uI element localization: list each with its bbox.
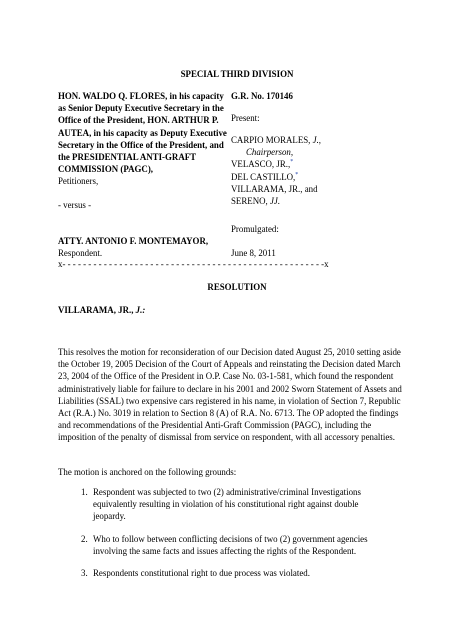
ponente-name: VILLARAMA, JR., <box>58 305 134 315</box>
list-number: 2. <box>81 533 88 544</box>
justice-title: JJ. <box>269 196 281 207</box>
petitioners-line: AUTEA, in his capacity as Deputy Executive <box>58 127 227 138</box>
justice-velasco: VELASCO, JR., <box>231 159 291 170</box>
petitioners-line: as Senior Deputy Executive Secretary in the <box>58 103 224 114</box>
list-item-line: jeopardy. <box>93 511 126 522</box>
list-number: 1. <box>81 487 88 497</box>
petitioners-label: Petitioners, <box>58 176 99 187</box>
list-item <box>81 486 421 523</box>
justice-sereno: SERENO, <box>231 196 268 207</box>
petitioners-line: Secretary in the Office of the President, and <box>58 139 224 150</box>
justice-del-castillo: DEL CASTILLO, <box>231 171 296 182</box>
list-item-line: involving the same facts and issues affecting the rights of the Respondent. <box>93 545 357 556</box>
paragraph-line: Liabilities (SSAL) two expensive cars registered in his name, in violation of Section 7, Republic <box>58 395 401 406</box>
gr-number: G.R. No. 170146 <box>231 91 293 101</box>
ponente-title: J.: <box>135 305 146 315</box>
separator-line: x- - - - - - - - - - - - - - - - - - - - - - - - - - - - - - - - - - - - - - - - - - - - - - - - - - -x <box>58 259 329 269</box>
paragraph-line: and recommendations of the Presidential Anti-Graft Commission (PAGC), including the <box>58 420 372 431</box>
footnote-marker[interactable]: * <box>295 171 299 178</box>
list-item <box>81 567 421 579</box>
paragraph-line: the October 19, 2005 Decision of the Court of Appeals and reinstating the Decision dated March <box>58 359 401 370</box>
paragraph-line: administratively liable for failure to declare in his 2001 and 2002 Sworn Statement of Assets and <box>58 383 402 394</box>
paragraph-line: This resolves the motion for reconsideration of our Decision dated August 25, 2010 setting aside <box>58 347 401 357</box>
present-label: Present: <box>231 113 260 123</box>
division-heading: SPECIAL THIRD DIVISION <box>180 69 294 79</box>
paragraph-line: Act (R.A.) No. 3019 in relation to Section 8 (A) of R.A. No. 6713. The OP adopted the findings <box>58 408 399 419</box>
list-item-line: Respondent was subjected to two (2) administrative/criminal Investigations <box>93 487 361 497</box>
list-number: 3. <box>81 568 88 579</box>
respondent-name: ATTY. ANTONIO F. MONTEMAYOR, <box>58 236 209 246</box>
list-item-line: Who to follow between conflicting decisions of two (2) government agencies <box>93 533 368 544</box>
justice-carpio: CARPIO MORALES, <box>231 135 311 145</box>
paragraph-1 <box>58 346 424 444</box>
promulgated-date: June 8, 2011 <box>231 248 276 258</box>
footnote-marker[interactable]: * <box>290 159 294 166</box>
justices-list <box>231 134 431 207</box>
petitioners-line: HON. WALDO Q. FLORES, in his capacity <box>58 91 224 101</box>
versus-text: - versus - <box>58 200 92 210</box>
justice-villarama: VILLARAMA, JR., and <box>231 183 318 194</box>
justice-title: J., <box>312 135 322 145</box>
petitioners-line: the PRESIDENTIAL ANTI-GRAFT <box>58 152 197 163</box>
petitioners-line: COMMISSION (PAGC), <box>58 164 153 175</box>
promulgated-label: Promulgated: <box>231 224 279 234</box>
grounds-list <box>81 486 421 579</box>
ponente <box>58 304 145 316</box>
resolution-title: RESOLUTION <box>207 282 267 292</box>
list-item-line: Respondents constitutional right to due process was violated. <box>93 568 310 579</box>
list-item-line: equivalently resulting in violation of his constitutional right against double <box>93 499 359 510</box>
chairperson-label: Chairperson, <box>246 147 294 158</box>
grounds-intro: The motion is anchored on the following grounds: <box>58 467 237 477</box>
petitioners-line: Office of the President, HON. ARTHUR P. <box>58 115 219 126</box>
paragraph-line: 23, 2004 of the Office of the President in O.P. Case No. 03-1-581, which found the respondent <box>58 371 394 382</box>
list-item <box>81 533 421 557</box>
respondent-label: Respondent. <box>58 248 103 258</box>
paragraph-line: imposition of the penalty of dismissal from service on respondent, with all accessory penalties. <box>58 432 395 443</box>
